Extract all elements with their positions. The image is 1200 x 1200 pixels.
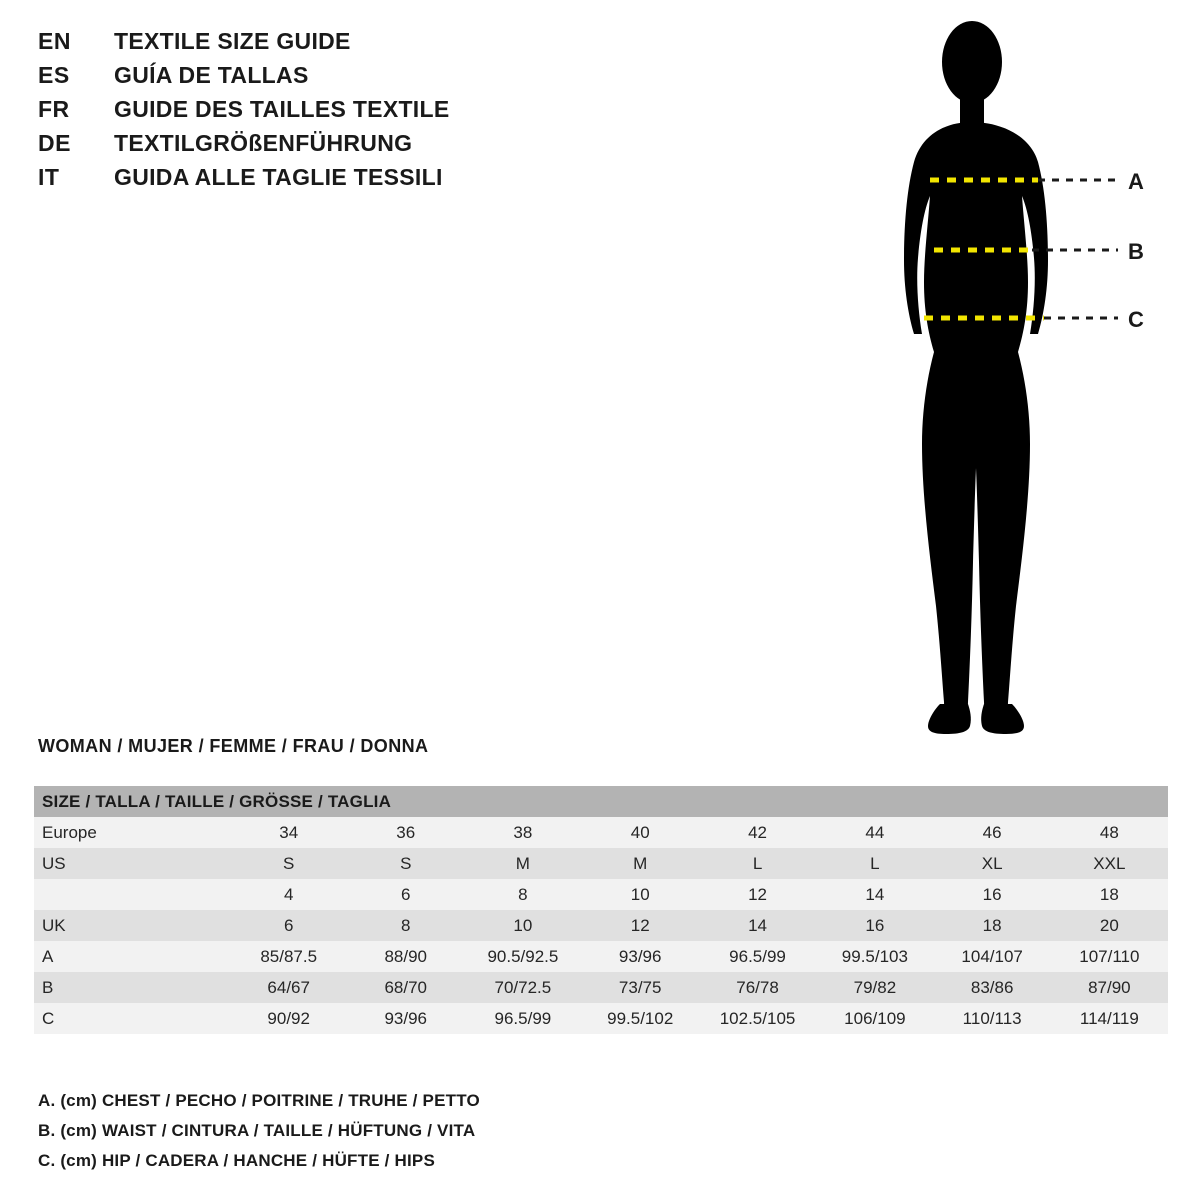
cell: 36	[396, 822, 416, 842]
cell: L	[752, 853, 763, 873]
cell: 10	[513, 915, 533, 935]
language-row	[38, 62, 658, 96]
cell: 44	[865, 822, 885, 842]
cell: XXL	[1093, 853, 1126, 873]
cell: 6	[283, 915, 294, 935]
cell: 85/87.5	[260, 946, 318, 966]
cell: 110/113	[962, 1008, 1022, 1028]
legend-chest: A. (cm) CHEST / PECHO / POITRINE / TRUHE / PETTO	[38, 1091, 480, 1110]
table-header-row	[34, 786, 1168, 817]
cell: 76/78	[736, 977, 779, 997]
cell: 96.5/99	[494, 1008, 552, 1028]
cell: 107/110	[1079, 946, 1140, 966]
cell: 99.5/102	[607, 1008, 674, 1028]
language-title: GUÍA DE TALLAS	[114, 62, 309, 88]
table-row	[34, 848, 1168, 879]
legend-hip: C. (cm) HIP / CADERA / HANCHE / HÜFTE / HIPS	[38, 1151, 436, 1170]
table-row	[34, 817, 1168, 848]
cell: 12	[748, 884, 767, 904]
language-title: TEXTILGRÖßENFÜHRUNG	[114, 130, 413, 156]
legend-waist: B. (cm) WAIST / CINTURA / TAILLE / HÜFTUNG / VITA	[38, 1121, 476, 1140]
cell: 46	[982, 822, 1002, 842]
body-silhouette-icon	[904, 21, 1048, 734]
measurement-letter-b: B	[1128, 239, 1144, 264]
cell: 18	[1099, 884, 1119, 904]
cell: 88/90	[384, 946, 428, 966]
size-table	[34, 786, 1168, 1034]
cell: 40	[630, 822, 650, 842]
cell: 20	[1099, 915, 1119, 935]
language-title: TEXTILE SIZE GUIDE	[114, 28, 351, 54]
language-title: GUIDA ALLE TAGLIE TESSILI	[114, 164, 443, 190]
cell: 64/67	[267, 977, 310, 997]
cell: 70/72.5	[494, 977, 552, 997]
measurement-legend	[38, 1086, 738, 1176]
language-code: IT	[38, 164, 60, 190]
language-row	[38, 28, 658, 62]
cell: 106/109	[844, 1008, 906, 1028]
row-label: UK	[42, 915, 66, 935]
cell: 99.5/103	[841, 946, 908, 966]
cell: 42	[748, 822, 767, 842]
cell: 16	[982, 884, 1002, 904]
cell: 8	[518, 884, 528, 904]
cell: S	[283, 853, 295, 873]
language-code: FR	[38, 96, 70, 122]
cell: 114/119	[1079, 1008, 1139, 1028]
cell: 14	[865, 884, 885, 904]
table-header-label: SIZE / TALLA / TAILLE / GRÖSSE / TAGLIA	[42, 791, 392, 811]
measurement-letter-a: A	[1128, 169, 1144, 194]
cell: M	[515, 853, 530, 873]
cell: 16	[865, 915, 885, 935]
language-code: EN	[38, 28, 71, 54]
cell: XL	[981, 853, 1003, 873]
cell: 79/82	[853, 977, 897, 997]
cell: 87/90	[1088, 977, 1131, 997]
cell: 14	[748, 915, 767, 935]
woman-silhouette-figure	[860, 10, 1190, 740]
cell: 96.5/99	[729, 946, 786, 966]
table-row	[34, 1003, 1168, 1034]
row-label: A	[42, 946, 54, 966]
cell: 18	[982, 915, 1002, 935]
cell: 8	[401, 915, 411, 935]
row-label: Europe	[42, 822, 97, 842]
cell: 4	[283, 884, 294, 904]
cell: 68/70	[384, 977, 428, 997]
cell: S	[400, 853, 412, 873]
cell: 93/96	[384, 1008, 428, 1028]
table-row	[34, 879, 1168, 910]
row-label: C	[42, 1008, 55, 1028]
language-row	[38, 130, 658, 164]
cell: 90.5/92.5	[487, 946, 559, 966]
cell: 104/107	[961, 946, 1023, 966]
cell: 102.5/105	[719, 1008, 796, 1028]
table-row	[34, 972, 1168, 1003]
row-label	[34, 879, 230, 910]
cell: 83/86	[970, 977, 1014, 997]
section-title-woman: WOMAN / MUJER / FEMME / FRAU / DONNA	[38, 736, 429, 756]
cell: 93/96	[618, 946, 662, 966]
cell: 38	[513, 822, 533, 842]
language-row	[38, 164, 658, 198]
measurement-letter-c: C	[1128, 307, 1144, 332]
cell: M	[633, 853, 648, 873]
cell: 10	[630, 884, 650, 904]
cell: 12	[630, 915, 650, 935]
cell: 6	[401, 884, 411, 904]
cell: 34	[279, 822, 299, 842]
language-title-list	[38, 28, 658, 198]
language-code: DE	[38, 130, 71, 156]
cell: 90/92	[267, 1008, 310, 1028]
cell: 73/75	[618, 977, 662, 997]
cell: 48	[1099, 822, 1119, 842]
row-label: US	[42, 853, 66, 873]
table-row	[34, 941, 1168, 972]
language-title: GUIDE DES TAILLES TEXTILE	[114, 96, 450, 122]
table-row	[34, 910, 1168, 941]
row-label: B	[42, 977, 54, 997]
cell: L	[870, 853, 880, 873]
language-row	[38, 96, 658, 130]
language-code: ES	[38, 62, 70, 88]
